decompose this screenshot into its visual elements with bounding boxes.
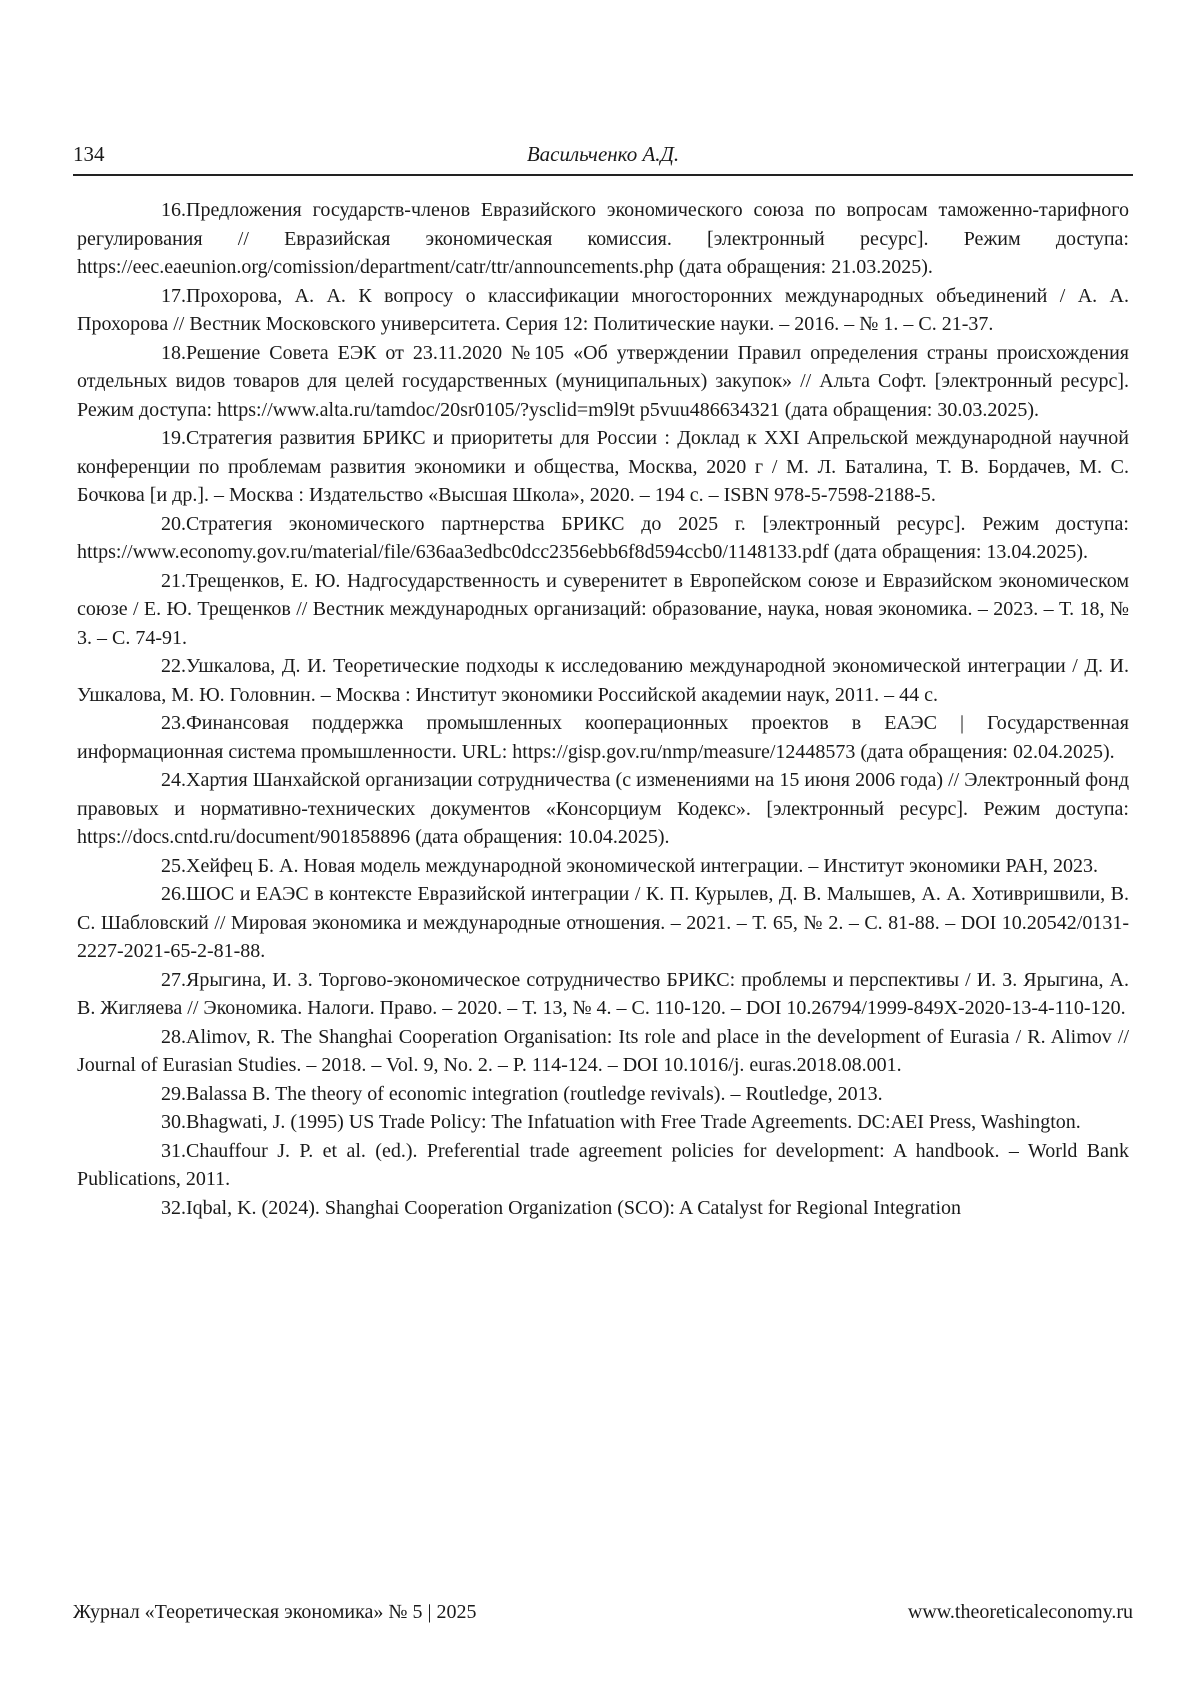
reference-item [77, 1137, 1129, 1194]
reference-item [77, 766, 1129, 852]
reference-text: Ярыгина, И. З. Торгово-экономическое сотрудничество БРИКС: проблемы и перспективы / И. З. Ярыгина, А. В. Жигляева // Экономика. Налоги. Право. – 2020. – Т. 13, № 4. – С. 110-120. – DOI 10.26794/1999-849X-2020-13-4-110-120. [77, 968, 1129, 1019]
reference-item [77, 966, 1129, 1023]
reference-number: 24. [161, 769, 186, 791]
reference-text: Хейфец Б. А. Новая модель международной экономической интеграции. – Институт экономики РАН, 2023. [186, 854, 1098, 877]
reference-number: 18. [161, 341, 186, 364]
reference-item [77, 1108, 1129, 1137]
running-title: Васильченко А.Д. [526, 142, 680, 166]
reference-item [77, 880, 1129, 966]
reference-text: Bhagwati, J. (1995) US Trade Policy: The Infatuation with Free Trade Agreements. DC:AEI Press, Washington. [186, 1111, 1081, 1133]
reference-text: ШОС и ЕАЭС в контексте Евразийской интеграции / К. П. Курылев, Д. В. Малышев, А. А. Хотивришвили, В. С. Шабловский // Мировая экономика и международные отношения. – 2021. – Т. 65, № 2. – С. 81-88. – DOI 10.20542/0131-2227-2021-65-2-81-88. [77, 883, 1129, 962]
reference-item [77, 196, 1129, 282]
reference-text: Прохорова, А. А. К вопросу о классификации многосторонних международных объединений / А. А. Прохорова // Вестник Московского университета. Серия 12: Политические науки. – 2016. – № 1. – С. 21-37. [77, 284, 1129, 335]
reference-number: 32. [161, 1196, 186, 1219]
page-number: 134 [73, 142, 105, 166]
page-header [73, 140, 1133, 176]
reference-text: Ушкалова, Д. И. Теоретические подходы к исследованию международной экономической интеграции / Д. И. Ушкалова, М. Ю. Головнин. – Москва : Институт экономики Российской академии наук, 2011. – 44 с. [77, 655, 1129, 706]
reference-number: 20. [161, 512, 186, 535]
reference-text: Balassa B. The theory of economic integration (routledge revivals). – Routledge, 2013. [186, 1082, 883, 1105]
reference-number: 27. [161, 968, 186, 991]
reference-number: 19. [161, 427, 186, 449]
reference-item [77, 652, 1129, 709]
reference-number: 26. [161, 883, 186, 905]
reference-text: Стратегия развития БРИКС и приоритеты для России : Доклад к XXI Апрельской международной научной конференции по проблемам развития экономики и общества, Москва, 2020 г / М. Л. Баталина, Т. В. Бордачев, М. С. Бочкова [и др.]. – Москва : Издательство «Высшая Школа», 2020. – 194 с. – ISBN 978-5-7598-2188-5. [77, 427, 1129, 506]
reference-number: 30. [161, 1111, 186, 1133]
reference-item [77, 339, 1129, 425]
reference-text: Хартия Шанхайской организации сотрудничества (с изменениями на 15 июня 2006 года) // Электронный фонд правовых и нормативно-технических документов «Консорциум Кодекс». [электронный ресурс]. Режим доступа: https://docs.cntd.ru/document/901858896 (дата обращения: 10.04.2025). [77, 769, 1129, 848]
reference-number: 17. [161, 284, 186, 307]
reference-text: Alimov, R. The Shanghai Cooperation Organisation: Its role and place in the development of Eurasia / R. Alimov // Journal of Eurasian Studies. – 2018. – Vol. 9, No. 2. – P. 114-124. – DOI 10.1016/j. euras.2018.08.001. [77, 1025, 1129, 1076]
reference-text: Iqbal, K. (2024). Shanghai Cooperation Organization (SCO): A Catalyst for Regional Integration [186, 1196, 962, 1219]
reference-number: 16. [161, 199, 186, 221]
reference-number: 23. [161, 712, 186, 734]
reference-number: 28. [161, 1025, 186, 1048]
reference-text: Трещенков, Е. Ю. Надгосударственность и суверенитет в Европейском союзе и Евразийском экономическом союзе / Е. Ю. Трещенков // Вестник международных организаций: образование, наука, новая экономика. – 2023. – Т. 18, № 3. – С. 74-91. [77, 569, 1129, 649]
reference-number: 21. [161, 569, 186, 592]
reference-item [77, 1194, 1129, 1223]
journal-website: www.theoreticaleconomy.ru [907, 1601, 1133, 1623]
reference-item [77, 424, 1129, 510]
journal-name: Журнал «Теоретическая экономика» № 5 | 2025 [73, 1601, 477, 1623]
reference-item [77, 510, 1129, 567]
reference-item [77, 1023, 1129, 1080]
reference-item [77, 567, 1129, 653]
reference-number: 31. [161, 1139, 186, 1162]
reference-text: Chauffour J. P. et al. (ed.). Preferential trade agreement policies for development: A handbook. – World Bank Publications, 2011. [77, 1139, 1129, 1190]
page-footer [73, 1601, 1133, 1631]
reference-number: 22. [161, 655, 186, 677]
reference-number: 25. [161, 854, 186, 877]
reference-item [77, 709, 1129, 766]
reference-list [77, 196, 1129, 1222]
reference-item [77, 1080, 1129, 1109]
reference-item [77, 852, 1129, 881]
reference-item [77, 282, 1129, 339]
reference-text: Решение Совета ЕЭК от 23.11.2020 №105 «Об утверждении Правил определения страны происхождения отдельных видов товаров для целей государственных (муниципальных) закупок» // Альта Софт. [электронный ресурс]. Режим доступа: https://www.alta.ru/tamdoc/20sr0105/?ysclid=m9l9t p5vuu486634321 (дата обращения: 30.03.2025). [77, 341, 1129, 421]
reference-text: Предложения государств-членов Евразийского экономического союза по вопросам таможенно-тарифного регулирования // Евразийская экономическая комиссия. [электронный ресурс]. Режим доступа: https://eec.eaeunion.org/comission/department/catr/ttr/announcements.php (дата обращения: 21.03.2025). [77, 199, 1129, 278]
reference-text: Финансовая поддержка промышленных кооперационных проектов в ЕАЭС | Государственная информационная система промышленности. URL: https://gisp.gov.ru/nmp/measure/12448573 (дата обращения: 02.04.2025). [77, 712, 1129, 763]
reference-number: 29. [161, 1082, 186, 1105]
reference-text: Стратегия экономического партнерства БРИКС до 2025 г. [электронный ресурс]. Режим доступа: https://www.economy.gov.ru/material/file/636aa3edbc0dcc2356ebb6f8d594ccb0/1148133.pdf (дата обращения: 13.04.2025). [77, 512, 1129, 563]
